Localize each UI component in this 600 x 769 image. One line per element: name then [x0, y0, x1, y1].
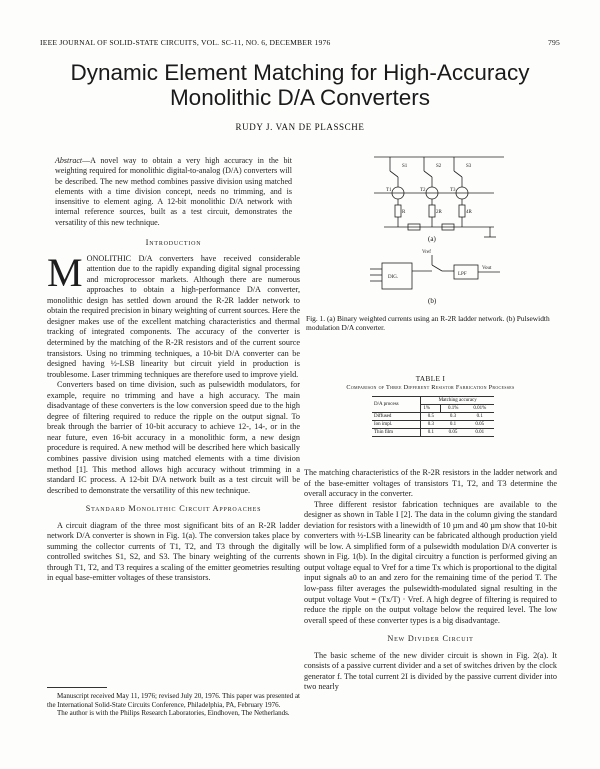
figure-1 — [304, 145, 557, 375]
right-paragraph-3: The basic scheme of the new divider circuit is shown in Fig. 2(a). It consists of a passive current divider and a set of switches driven by the clock generator f. The total current 2I is divided by the passive current divider into two nearly — [304, 650, 557, 692]
figure-label-a: (a) — [428, 235, 436, 243]
standard-approaches-heading: Standard Monolithic Circuit Approaches — [85, 504, 262, 514]
table-cell: 0.1 — [440, 421, 465, 429]
paper-title — [40, 60, 560, 110]
figure-1a-circuit — [304, 145, 557, 315]
table-1 — [372, 396, 494, 437]
svg-text:Vref: Vref — [422, 250, 431, 255]
footnote-rule — [47, 687, 107, 688]
figure-1-caption: Fig. 1. (a) Binary weighted currents using an R-2R ladder network. (b) Pulsewidth modulation D/A converter. — [306, 314, 550, 332]
table-column-header: 0.1% — [440, 405, 465, 413]
figure-label-b: (b) — [428, 297, 437, 305]
page-number: 795 — [548, 38, 560, 47]
table-head-left: D/A process — [372, 397, 421, 413]
svg-text:T3: T3 — [450, 188, 456, 193]
table-cell: 0.05 — [466, 421, 494, 429]
standard-approaches-paragraph: A circuit diagram of the three most significant bits of an R-2R ladder network D/A converter is shown in Fig. 1(a). The conversion takes place by summing the collector currents of T1, T2, and T3 through the digitally controlled switches S1, S2, and S3. The binary weighting of the currents through T1, T2, and T3 requires a scaling of the emitter geometries resulting in equal base-emitter voltages of these transistors. — [47, 520, 300, 583]
journal-name: IEEE JOURNAL OF SOLID-STATE CIRCUITS, VOL. SC-11, NO. 6, DECEMBER 1976 — [40, 38, 331, 47]
drop-cap: M — [47, 249, 83, 295]
svg-text:2R: 2R — [436, 210, 442, 215]
table-subtitle: Comparison of Three Different Resistor Fabrication Processes — [346, 384, 515, 391]
author-name: RUDY J. VAN DE PLASSCHE — [235, 122, 365, 132]
table-cell: 0.5 — [421, 413, 441, 421]
table-header-row-1 — [372, 397, 494, 405]
svg-text:4R: 4R — [466, 210, 472, 215]
introduction-heading: Introduction — [145, 237, 202, 248]
svg-text:DIG.: DIG. — [388, 275, 399, 280]
running-header — [40, 38, 560, 50]
table-cell: 0.3 — [440, 413, 465, 421]
abstract-text: —A novel way to obtain a very high accuracy in the bit weighting required for monolithic digital-to-analog (D/A) converters will be described. The new method combines passive division using matched elements with a time division concept, needs no trimming, and is insensitive to element aging. A 12-bit monolithic D/A network with internal reference sources, built as a test circuit, demonstrates the versatility of this new technique. — [55, 156, 292, 227]
svg-text:Vout: Vout — [482, 266, 492, 271]
svg-text:T2: T2 — [420, 188, 426, 193]
table-row — [372, 413, 494, 421]
table-column-header: 1% — [421, 405, 441, 413]
left-column — [47, 156, 300, 584]
table-row-label: Ion impl. — [372, 421, 421, 429]
title-line-1: Dynamic Element Matching for High-Accuracy — [70, 60, 530, 85]
table-row — [372, 421, 494, 429]
footnote-received: Manuscript received May 11, 1976; revised July 20, 1976. This paper was presented at the International Solid-State Circuits Conference, Philadelphia, PA, February 1976. — [47, 692, 300, 709]
table-row — [372, 429, 494, 437]
introduction-paragraph-1 — [47, 249, 300, 381]
table-cell: 0.1 — [421, 429, 441, 437]
table-column-header: 0.01% — [466, 405, 494, 413]
abstract — [47, 156, 300, 228]
table-cell: 0.05 — [440, 429, 465, 437]
table-head-top: Matching accuracy — [421, 397, 494, 405]
footnote-affiliation: The author is with the Philips Research Laboratories, Eindhoven, The Netherlands. — [57, 709, 290, 718]
new-divider-heading: New Divider Circuit — [387, 634, 474, 644]
table-cell: 0.3 — [421, 421, 441, 429]
table-row-label: Thin film — [372, 429, 421, 437]
svg-text:T1: T1 — [386, 188, 392, 193]
svg-text:S3: S3 — [466, 164, 472, 169]
abstract-label: Abstract — [55, 156, 83, 165]
title-line-2: Monolithic D/A Converters — [169, 85, 431, 110]
table-cell: 0.01 — [466, 429, 494, 437]
svg-text:LPF: LPF — [458, 272, 467, 277]
table-cell: 0.1 — [466, 413, 494, 421]
introduction-text-1: ONOLITHIC D/A converters have received considerable attention due to the rapidly expanding digital signal processing and microprocessor markets. Although there are numerous approaches to obtain a high-performance D/A converter, monolithic design has settled down around the R-2R ladder network to obtain the required precision in binary weighting of current sources. Here the designer makes use of the excellent matching characteristics and thermal tracking of integrated components. The accuracy of the converter is determined by the matching of the R-2R resistors and of the current source transistors. Using no trimming techniques, a 10-bit D/A converter can be designed having ½-LSB linearity but circuit yield in production is troublesome. Laser trimming techniques are therefore used to improve yield. — [47, 253, 300, 379]
right-paragraph-1: The matching characteristics of the R-2R resistors in the ladder network and of the base-emitter voltages of transistors T1, T2, and T3 determine the overall accuracy in the converter. — [304, 468, 557, 499]
table-row-label: Diffused — [372, 413, 421, 421]
svg-text:R: R — [402, 210, 406, 215]
table-title: TABLE I — [415, 375, 446, 383]
right-paragraph-2: Three different resistor fabrication techniques are available to the designer as shown in Table I [2]. The data in the column giving the standard deviation for resistors with a linewidth of 10 µm and 40 µm show that 10-bit converters with ½-LSB linearity can be fabricated although production yield will be low. A simplified form of a pulsewidth modulation D/A converter is shown in Fig. 1(b). In the digital circuitry a function is performed giving an output voltage equal to Vref for a time Tx which is proportional to the digital input signals a0 to an and zero for the remaining time of the period T. The low-pass filter averages the pulsewidth-modulated signal resulting in the output voltage Vout = (Tx/T) · Vref. A high degree of filtering is required to reduce the ripple on the output voltage below the required level. The low overall speed of these converter types is a big disadvantage. — [304, 499, 557, 625]
svg-text:S2: S2 — [436, 164, 442, 169]
introduction-paragraph-2: Converters based on time division, such as pulsewidth modulators, for example, require no trimming and have a high accuracy. The main disadvantage of these converters is the low conversion speed due to the high degree of filtering required to reduce the ripple on the output signal. To break through the barrier of 10-bit accuracy to achieve 12-, 14-, or in the near future, even 16-bit accuracy in a monolithic form, a new design procedure is required. A new method will be described here which basically combines passive division using matched elements with a time division method [1]. This method allows high accuracy without trimming in a standard IC process. A 12-bit D/A network built as a test circuit will be described to demonstrate the versatility of this new technique. — [47, 380, 300, 495]
right-column — [304, 468, 557, 693]
footnote — [47, 687, 300, 718]
svg-text:S1: S1 — [402, 164, 408, 169]
